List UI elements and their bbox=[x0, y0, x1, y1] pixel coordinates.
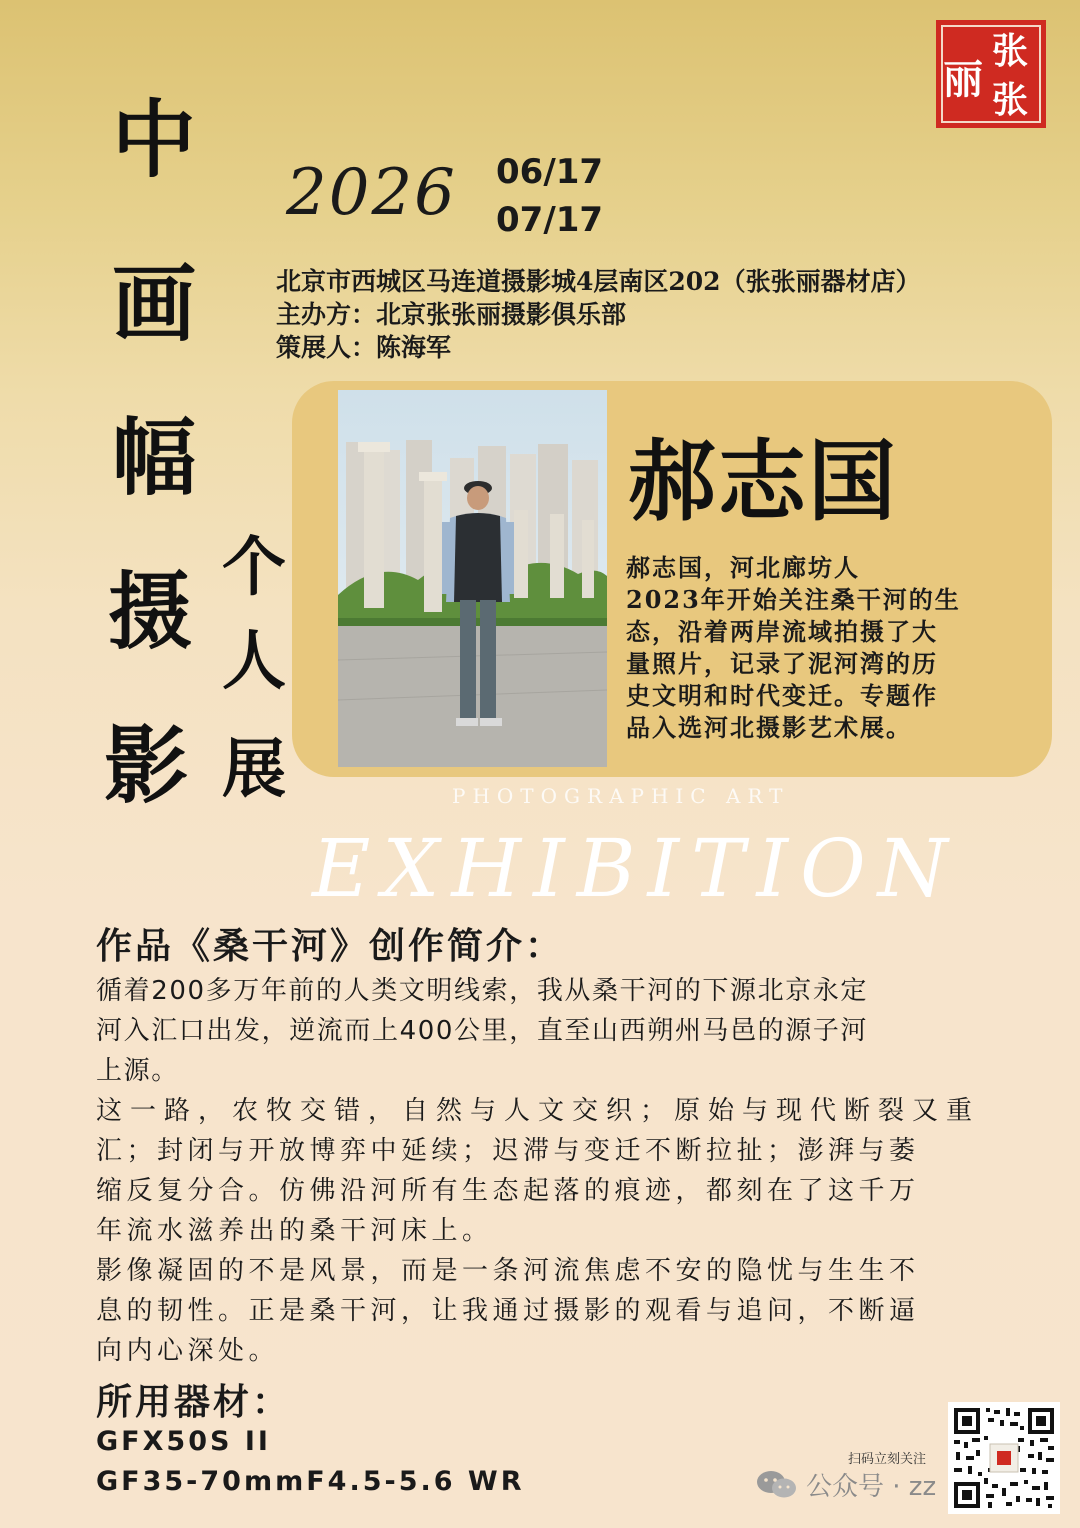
scan-prompt: 扫码立刻关注 bbox=[848, 1452, 927, 1467]
photo-illustration bbox=[338, 390, 607, 767]
qr-code-icon bbox=[948, 1402, 1060, 1514]
title-char: 中 bbox=[112, 90, 197, 189]
photographic-art-label: PHOTOGRAPHIC ART bbox=[452, 784, 790, 808]
end-date: 07/17 bbox=[496, 200, 604, 240]
intro-line: 年流水滋养出的桑干河床上。 bbox=[96, 1216, 493, 1246]
photographer-photo bbox=[338, 390, 607, 767]
start-date: 06/17 bbox=[496, 152, 604, 192]
qr-code[interactable] bbox=[948, 1402, 1060, 1514]
intro-line: 向内心深处。 bbox=[96, 1336, 280, 1366]
title-char: 画 bbox=[112, 254, 197, 353]
bio-line: 品入选河北摄影艺术展。 bbox=[626, 713, 912, 742]
seal-char: 张 bbox=[992, 79, 1029, 121]
venue-address: 北京市西城区马连道摄影城4层南区202（张张丽器材店） bbox=[276, 267, 921, 296]
subtitle-char: 个 bbox=[222, 530, 286, 605]
equipment-heading: 所用器材： bbox=[96, 1382, 292, 1423]
intro-line: 这一路，农牧交错，自然与人文交织；原始与现代断裂又重 bbox=[96, 1096, 981, 1126]
intro-line: 河入汇口出发，逆流而上400公里，直至山西朔州马邑的源子河 bbox=[96, 1016, 869, 1046]
intro-line: 汇；封闭与开放博弈中延续；迟滞与变迁不断拉扯；澎湃与萎 bbox=[96, 1136, 920, 1166]
exhibition-label: EXHIBITION bbox=[312, 822, 960, 915]
bio-line: 量照片，记录了泥河湾的历 bbox=[626, 649, 938, 678]
photographer-name: 郝志国 bbox=[628, 429, 899, 533]
wechat-account-label: 公众号 · zz bbox=[806, 1472, 937, 1502]
subtitle-char: 展 bbox=[222, 732, 286, 807]
title-char: 影 bbox=[104, 716, 189, 815]
intro-line: 缩反复分合。仿佛沿河所有生态起落的痕迹，都刻在了这千万 bbox=[96, 1176, 920, 1206]
equipment-item: GFX50S II bbox=[96, 1426, 271, 1457]
seal-stamp bbox=[936, 20, 1046, 128]
bio-line: 2023年开始关注桑干河的生 bbox=[626, 585, 961, 614]
title-char: 摄 bbox=[108, 562, 193, 661]
organizer: 主办方：北京张张丽摄影俱乐部 bbox=[276, 300, 627, 329]
intro-line: 上源。 bbox=[96, 1056, 179, 1086]
intro-line: 循着200多万年前的人类文明线索，我从桑干河的下源北京永定 bbox=[96, 976, 869, 1006]
bio-line: 态，沿着两岸流域拍摄了大 bbox=[626, 617, 938, 646]
bio-line: 史文明和时代变迁。专题作 bbox=[626, 681, 938, 710]
title-char: 幅 bbox=[112, 408, 197, 507]
seal-char: 张 bbox=[992, 30, 1029, 72]
subtitle-char: 人 bbox=[222, 624, 286, 699]
bio-line: 郝志国，河北廊坊人 bbox=[626, 553, 860, 582]
curator: 策展人：陈海军 bbox=[276, 333, 452, 362]
wechat-icon bbox=[756, 1468, 798, 1500]
intro-line: 息的韧性。正是桑干河，让我通过摄影的观看与追问，不断逼 bbox=[96, 1296, 920, 1326]
exhibition-year: 2026 bbox=[286, 156, 457, 230]
equipment-item: GF35-70mmF4.5-5.6 WR bbox=[96, 1466, 525, 1497]
intro-line: 影像凝固的不是风景，而是一条河流焦虑不安的隐忧与生生不 bbox=[96, 1256, 920, 1286]
intro-heading: 作品《桑干河》创作简介： bbox=[96, 926, 565, 967]
seal-char: 丽 bbox=[943, 56, 983, 103]
